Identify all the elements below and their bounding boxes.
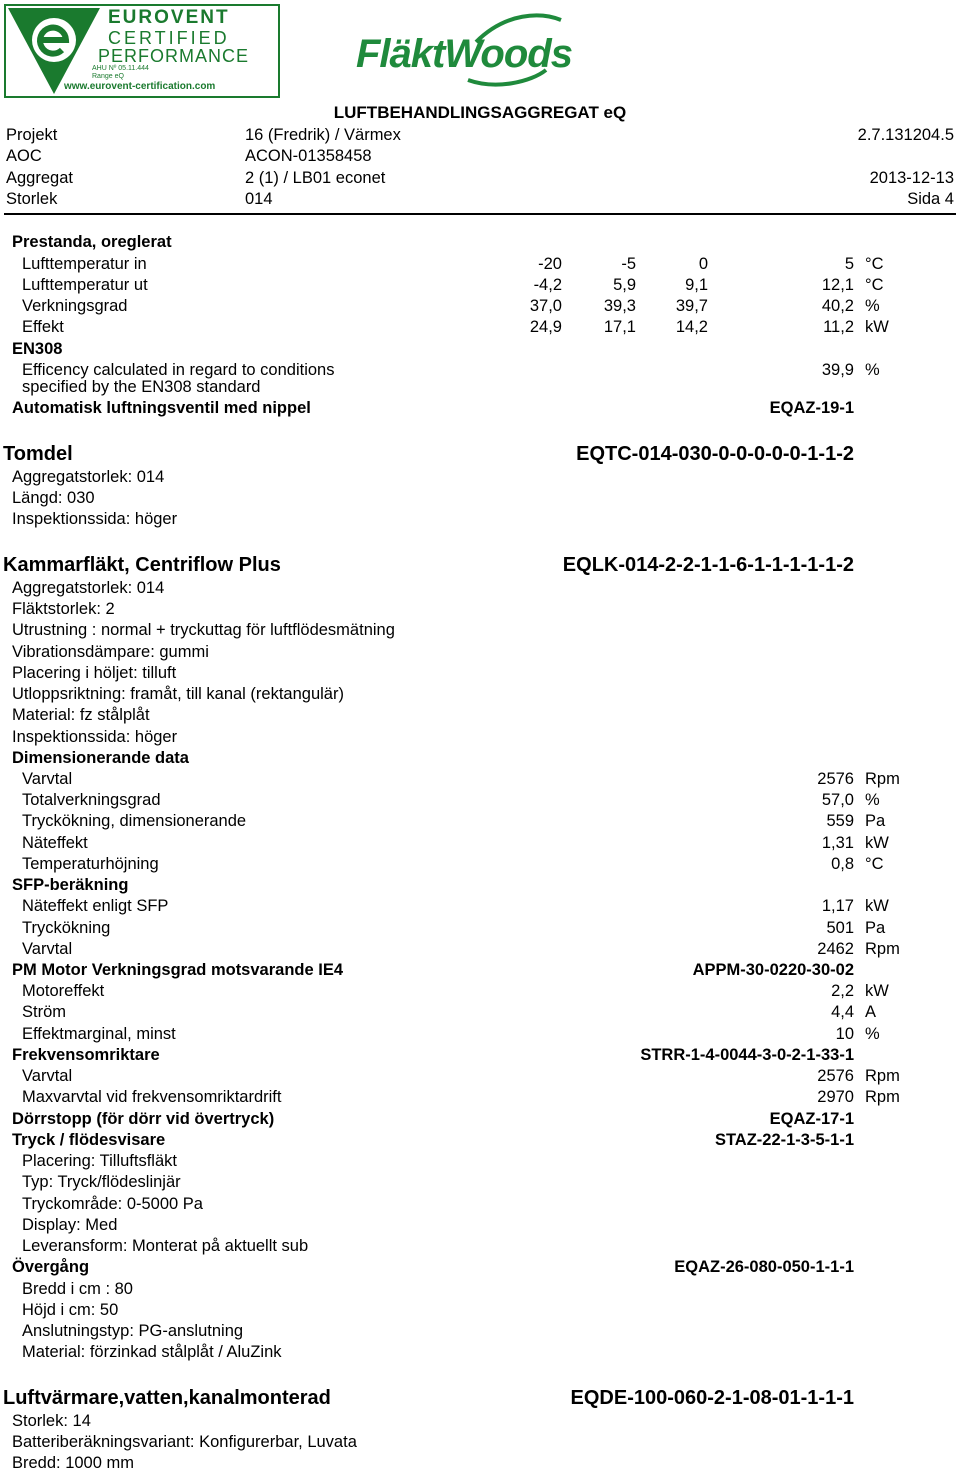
eurovent-range: Range eQ — [92, 73, 124, 80]
frek-value: 2576 — [817, 1067, 854, 1085]
overgang-line: Material: förzinkad stålplåt / AluZink — [22, 1343, 282, 1361]
luft-code: EQDE-100-060-2-1-08-01-1-1-1 — [570, 1387, 854, 1409]
eurovent-line1: EUROVENT — [108, 7, 230, 28]
kammar-line: Fläktstorlek: 2 — [12, 600, 115, 618]
sfp-unit: Pa — [865, 919, 886, 937]
tryck-line: Tryckområde: 0-5000 Pa — [22, 1195, 203, 1213]
prestanda-cell: 5,9 — [613, 276, 636, 294]
pm-unit: A — [865, 1003, 877, 1021]
header-label-aggregat: Aggregat — [6, 169, 73, 187]
overgang-title: Övergång — [12, 1258, 90, 1276]
pm-code: APPM-30-0220-30-02 — [692, 961, 854, 979]
prestanda-unit: kW — [865, 318, 889, 336]
sfp-value: 2462 — [817, 940, 854, 958]
tomdel-title: Tomdel — [3, 443, 73, 465]
overgang-line: Anslutningstyp: PG-anslutning — [22, 1322, 244, 1340]
prestanda-cell: -20 — [538, 255, 562, 273]
dim-value: 2576 — [817, 770, 854, 788]
dim-unit: kW — [865, 834, 889, 852]
header-page: Sida 4 — [907, 190, 954, 208]
kammar-line: Utloppsriktning: framåt, till kanal (rektangulär) — [12, 685, 344, 703]
prestanda-row-label: Lufttemperatur ut — [22, 276, 148, 294]
pm-unit: kW — [865, 982, 889, 1000]
sfp-label: Näteffekt enligt SFP — [22, 897, 169, 915]
prestanda-cell: 24,9 — [529, 318, 562, 336]
tryck-title: Tryck / flödesvisare — [12, 1131, 166, 1149]
header-label-storlek: Storlek — [6, 190, 58, 208]
pm-value: 2,2 — [831, 982, 854, 1000]
prestanda-cell: 11,2 — [823, 318, 854, 336]
pm-title: PM Motor Verkningsgrad motsvarande IE4 — [12, 961, 343, 979]
eurovent-line3: PERFORMANCE — [98, 46, 250, 66]
prestanda-cell: 40,2 — [821, 297, 854, 315]
sfp-unit: Rpm — [865, 940, 900, 958]
overgang-line: Bredd i cm : 80 — [22, 1280, 133, 1298]
header-value-aggregat: 2 (1) / LB01 econet — [245, 169, 386, 187]
dorr-code: EQAZ-17-1 — [769, 1110, 854, 1128]
prestanda-cell: 9,1 — [685, 276, 708, 294]
tryck-line: Leveransform: Monterat på aktuellt sub — [22, 1237, 309, 1255]
sfp-value: 1,17 — [821, 897, 854, 915]
flaktwoods-logo — [356, 10, 606, 90]
prestanda-unit: °C — [865, 255, 884, 273]
prestanda-row-label: Lufttemperatur in — [22, 255, 147, 273]
pm-label: Motoreffekt — [22, 982, 105, 1000]
valve-code: EQAZ-19-1 — [769, 399, 854, 417]
header-value-projekt: 16 (Fredrik) / Värmex — [245, 126, 401, 144]
kammar-line: Aggregatstorlek: 014 — [12, 579, 165, 597]
dim-label: Tryckökning, dimensionerande — [22, 812, 247, 830]
pm-unit: % — [865, 1025, 880, 1043]
header-divider — [4, 213, 956, 215]
sfp-value: 501 — [826, 919, 854, 937]
kammar-code: EQLK-014-2-2-1-1-6-1-1-1-1-1-2 — [562, 554, 854, 576]
prestanda-cell: 5 — [844, 255, 854, 273]
tryck-line: Display: Med — [22, 1216, 118, 1234]
frek-unit: Rpm — [865, 1067, 900, 1085]
en308-description-line1: Efficency calculated in regard to conditions — [22, 361, 335, 379]
tomdel-line: Längd: 030 — [12, 489, 95, 507]
prestanda-row-label: Effekt — [22, 318, 64, 336]
header-value-aoc: ACON-01358458 — [245, 147, 372, 165]
prestanda-cell: 39,3 — [603, 297, 636, 315]
eurovent-url: www.eurovent-certification.com — [64, 81, 216, 92]
header-label-projekt: Projekt — [6, 126, 58, 144]
dim-label: Varvtal — [22, 770, 73, 788]
valve-label: Automatisk luftningsventil med nippel — [12, 399, 311, 417]
eurovent-line2: CERTIFIED — [108, 28, 230, 48]
prestanda-unit: °C — [865, 276, 884, 294]
sfp-label: Tryckökning — [22, 919, 111, 937]
dim-unit: Rpm — [865, 770, 900, 788]
luft-title: Luftvärmare,vatten,kanalmonterad — [3, 1387, 331, 1409]
frek-value: 2970 — [817, 1088, 854, 1106]
header-version: 2.7.131204.5 — [857, 126, 954, 144]
dim-unit: °C — [865, 855, 884, 873]
pm-label: Effektmarginal, minst — [22, 1025, 176, 1043]
en308-description-line2: specified by the EN308 standard — [22, 378, 261, 396]
en308-value: 39,9 — [821, 361, 854, 379]
luft-line: Storlek: 14 — [12, 1412, 91, 1430]
kammar-line: Vibrationsdämpare: gummi — [12, 643, 209, 661]
tryck-code: STAZ-22-1-3-5-1-1 — [714, 1131, 854, 1149]
prestanda-cell: 0 — [698, 255, 708, 273]
dim-label: Näteffekt — [22, 834, 88, 852]
tomdel-line: Inspektionssida: höger — [12, 510, 178, 528]
kammar-line: Inspektionssida: höger — [12, 728, 178, 746]
kammar-line: Placering i höljet: tilluft — [12, 664, 177, 682]
prestanda-cell: 12,1 — [821, 276, 854, 294]
luft-line: Bredd: 1000 mm — [12, 1454, 134, 1472]
header-label-aoc: AOC — [6, 147, 42, 165]
prestanda-unit: % — [865, 297, 880, 315]
prestanda-cell: -5 — [621, 255, 636, 273]
dim-unit: Pa — [865, 812, 886, 830]
flaktwoods-wordmark: FläktWoods — [356, 32, 572, 76]
overgang-code: EQAZ-26-080-050-1-1-1 — [674, 1258, 854, 1276]
eurovent-ahu-no: AHU Nº 05.11.444 — [92, 65, 149, 72]
frek-label: Varvtal — [22, 1067, 73, 1085]
pm-label: Ström — [22, 1003, 67, 1021]
en308-unit: % — [865, 361, 880, 379]
luft-line: Batteriberäkningsvariant: Konfigurerbar, Luvata — [12, 1433, 357, 1451]
frek-unit: Rpm — [865, 1088, 900, 1106]
frek-label: Maxvarvtal vid frekvensomriktardrift — [22, 1088, 282, 1106]
dim-label: Totalverkningsgrad — [22, 791, 161, 809]
pm-value: 10 — [835, 1025, 854, 1043]
sfp-unit: kW — [865, 897, 889, 915]
pm-value: 4,4 — [831, 1003, 854, 1021]
eurovent-logo — [4, 4, 280, 98]
sfp-title: SFP-beräkning — [12, 876, 129, 894]
header-value-storlek: 014 — [245, 190, 273, 208]
prestanda-row-label: Verkningsgrad — [22, 297, 128, 315]
dim-label: Temperaturhöjning — [22, 855, 159, 873]
tomdel-code: EQTC-014-030-0-0-0-0-0-1-1-2 — [576, 443, 854, 465]
dim-value: 57,0 — [821, 791, 854, 809]
overgang-line: Höjd i cm: 50 — [22, 1301, 119, 1319]
prestanda-cell: 37,0 — [529, 297, 562, 315]
dim-unit: % — [865, 791, 880, 809]
kammar-line: Material: fz stålplåt — [12, 706, 150, 724]
dim-title: Dimensionerande data — [12, 749, 189, 767]
dim-value: 1,31 — [821, 834, 854, 852]
sfp-label: Varvtal — [22, 940, 73, 958]
tomdel-line: Aggregatstorlek: 014 — [12, 468, 165, 486]
frek-code: STRR-1-4-0044-3-0-2-1-33-1 — [640, 1046, 854, 1064]
tryck-line: Typ: Tryck/flödeslinjär — [22, 1173, 181, 1191]
prestanda-title: Prestanda, oreglerat — [12, 233, 172, 251]
kammar-line: Utrustning : normal + tryckuttag för luftflödesmätning — [12, 621, 395, 639]
header-date: 2013-12-13 — [869, 169, 954, 187]
dim-value: 0,8 — [831, 855, 854, 873]
tryck-line: Placering: Tilluftsfläkt — [22, 1152, 177, 1170]
document-title: LUFTBEHANDLINGSAGGREGAT eQ — [333, 103, 627, 122]
dim-value: 559 — [826, 812, 854, 830]
prestanda-cell: 39,7 — [675, 297, 708, 315]
kammar-title: Kammarfläkt, Centriflow Plus — [3, 554, 281, 576]
frek-title: Frekvensomriktare — [12, 1046, 160, 1064]
dorr-title: Dörrstopp (för dörr vid övertryck) — [12, 1110, 275, 1128]
en308-title: EN308 — [12, 340, 63, 358]
prestanda-cell: -4,2 — [533, 276, 562, 294]
prestanda-cell: 17,1 — [603, 318, 636, 336]
prestanda-cell: 14,2 — [675, 318, 708, 336]
